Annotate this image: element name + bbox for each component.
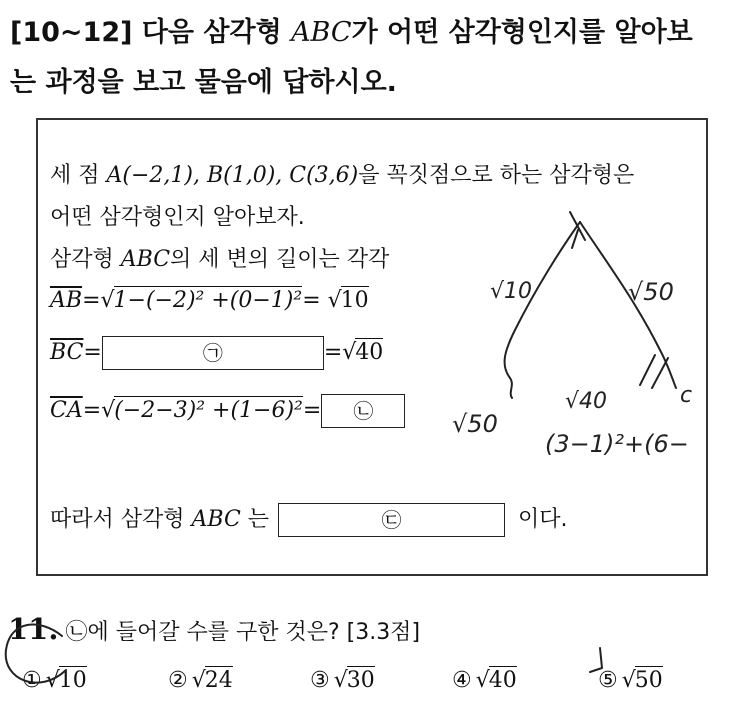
question-11 <box>8 612 420 646</box>
choice-2[interactable]: ② √24 <box>168 668 233 693</box>
header-line-2: 는 과정을 보고 물음에 답하시오. <box>10 67 397 98</box>
choice-4[interactable]: ④ √40 <box>452 668 517 693</box>
conclusion-line: 따라서 삼각형 ABC 는 ㉢ 이다. <box>50 502 568 537</box>
ca-length-line: $\overline{CA}=√(-2-3)^2 +(1-6)^2=$ ㉡ <box>50 394 405 428</box>
choice-3[interactable]: ③ √30 <box>310 668 375 693</box>
ca-expression: (−2−3)² +(1−6)² <box>114 398 303 423</box>
question-text: ㉡에 들어갈 수를 구한 것은? [3.3점] <box>65 620 421 645</box>
bc-label: $\overline{BC}$ <box>50 340 84 365</box>
ab-length-line: $\overline{AB}=√1-(-2)^2 +(0-1)^2= √10$ <box>50 288 369 313</box>
bc-value: 40 <box>355 340 384 365</box>
problem-header <box>10 8 725 108</box>
ab-expression: 1−(−2)² +(0−1)² <box>113 288 303 313</box>
blank-slot-2: ㉡ <box>321 394 405 428</box>
blank-slot-1: ㉠ <box>102 336 324 370</box>
hand-note-ca: √50 <box>452 410 498 438</box>
ab-value: 10 <box>340 288 369 313</box>
choice-5[interactable]: ⑤ √50 <box>598 668 663 693</box>
hand-note-calc: (3−1)²+(6− <box>545 430 689 458</box>
answer-choices <box>0 668 731 708</box>
sides-intro-line: 삼각형 ABC의 세 변의 길이는 각각 <box>50 247 390 272</box>
hand-note-c: c <box>680 383 693 408</box>
bc-length-line: $\overline{BC}=$ ㉠ =√40 <box>50 336 383 370</box>
header-line-1: [10~12] 다음 삼각형 ABC가 어떤 삼각형인지를 알아보 <box>10 17 693 48</box>
question-number: 11. <box>8 612 59 646</box>
points-expression: A(−2,1), B(1,0), C(3,6) <box>106 163 359 188</box>
intro-line-2: 어떤 삼각형인지 알아보자. <box>50 205 305 230</box>
blank-slot-3: ㉢ <box>278 503 505 537</box>
hand-note-side2: √50 <box>628 278 674 306</box>
ab-label: $\overline{AB}$ <box>50 288 83 313</box>
intro-line-1: 세 점 A(−2,1), B(1,0), C(3,6)을 꼭짓점으로 하는 삼각형은 <box>50 163 635 188</box>
hand-note-side3: √40 <box>565 389 608 414</box>
hand-note-side1: √10 <box>490 279 533 304</box>
ca-label: $\overline{CA}$ <box>50 398 83 423</box>
choice-1[interactable]: ① √10 <box>22 668 87 693</box>
